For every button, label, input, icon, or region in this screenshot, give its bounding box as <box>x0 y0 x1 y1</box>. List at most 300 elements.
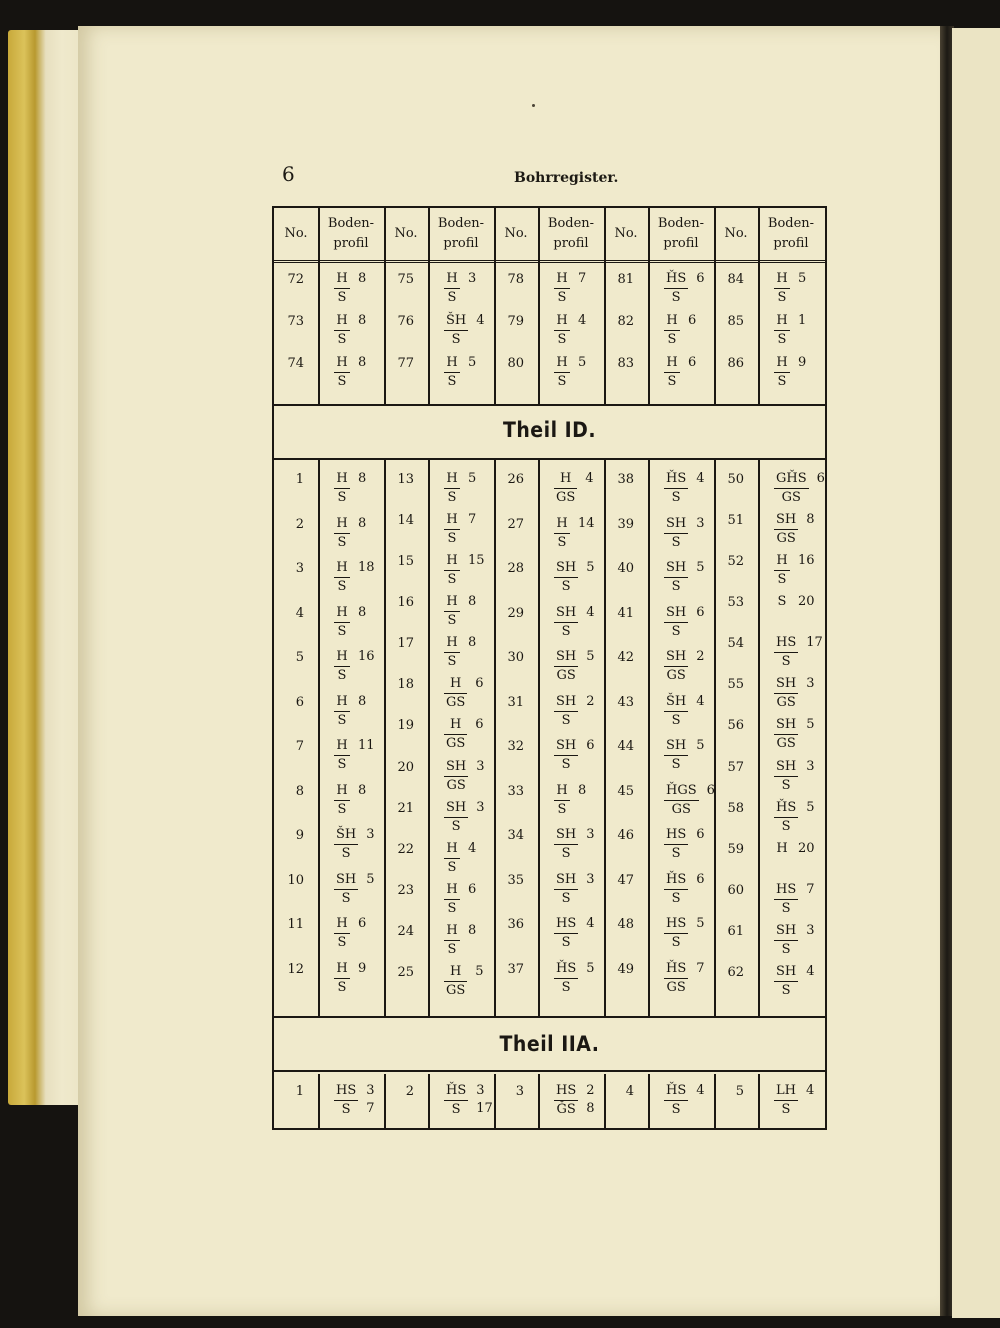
number-divider <box>648 460 650 1016</box>
profile-fraction <box>664 648 688 685</box>
profile-depth-upper: 4 <box>476 313 485 328</box>
profile-depth <box>806 716 814 734</box>
bore-number: 1 <box>295 1084 304 1099</box>
column-divider <box>384 208 386 404</box>
profile-upper-layer: ȞS <box>664 871 688 890</box>
profile-depth-upper: 5 <box>578 355 587 370</box>
profile-upper-layer: ŠH <box>444 312 468 331</box>
bore-number: 78 <box>507 272 524 287</box>
profile-lower-layer: S <box>451 818 461 834</box>
profile-fraction <box>774 593 790 611</box>
profile-depth <box>358 960 366 978</box>
profile-depth <box>468 354 476 372</box>
profile-depth <box>696 737 704 755</box>
bore-number: 21 <box>397 800 414 816</box>
profile-depth-upper: 6 <box>475 676 484 692</box>
profile-fraction <box>334 470 350 507</box>
profile-fraction <box>554 737 578 774</box>
profile-depth <box>366 871 374 889</box>
profile-fraction <box>774 881 798 918</box>
header-profile <box>318 208 384 260</box>
profile-upper-layer: HS <box>774 881 798 900</box>
profile-depth-upper: 8 <box>358 604 367 620</box>
bore-number: 16 <box>397 595 414 611</box>
bore-number: 4 <box>295 605 304 621</box>
profile-depth-upper: 6 <box>816 471 825 486</box>
profile-fraction <box>774 716 798 753</box>
profile-lower-layer: S <box>561 712 571 728</box>
profile-lower-layer: S <box>781 777 791 793</box>
bore-number: 6 <box>295 694 304 710</box>
profile-upper-layer: H <box>444 922 460 941</box>
profile-depth-upper: 6 <box>696 827 705 842</box>
profile-lower-layer: S <box>557 374 567 389</box>
soil-profile <box>444 922 476 959</box>
profile-upper-layer: HS <box>774 634 798 653</box>
soil-profile <box>444 312 485 349</box>
bore-number: 43 <box>617 694 634 710</box>
profile-depth <box>696 826 704 844</box>
profile-fraction <box>664 354 680 391</box>
profile-lower-layer: GS <box>556 490 576 505</box>
profile-fraction <box>444 922 460 959</box>
profile-lower-layer: GS <box>666 668 686 683</box>
soil-profile <box>664 737 705 774</box>
profile-lower-layer: S <box>337 979 347 995</box>
profile-lower-layer: S <box>671 846 681 861</box>
profile-upper-layer: H <box>334 312 350 331</box>
profile-depth-upper: 5 <box>366 871 375 887</box>
profile-upper-layer: H <box>554 515 570 534</box>
profile-depth-upper: 4 <box>805 1083 815 1098</box>
profile-fraction <box>664 604 688 641</box>
profile-upper-layer: ȞS <box>664 470 688 489</box>
soil-profile <box>664 1082 705 1119</box>
profile-depth <box>475 675 483 693</box>
profile-upper-layer: H <box>334 915 350 934</box>
profile-depth <box>475 716 483 734</box>
number-divider <box>648 1074 650 1128</box>
soil-profile <box>774 470 825 507</box>
profile-depth-upper: 20 <box>798 594 815 610</box>
header-profile-line1: Boden- <box>547 216 595 231</box>
soil-profile <box>444 840 476 877</box>
bore-number: 5 <box>295 650 304 665</box>
bore-number: 30 <box>507 650 524 665</box>
header-no: No. <box>504 226 528 241</box>
bore-number: 81 <box>617 272 634 287</box>
bore-number: 9 <box>295 828 304 843</box>
profile-depth <box>468 470 476 488</box>
profile-fraction <box>444 552 460 589</box>
profile-depth <box>476 312 484 330</box>
profile-lower-layer: S <box>561 579 571 594</box>
soil-profile <box>444 716 484 753</box>
soil-profile <box>554 648 595 685</box>
bore-number: 38 <box>617 472 634 487</box>
bore-number: 84 <box>727 272 744 287</box>
number-divider <box>318 1074 320 1128</box>
profile-depth-upper: 5 <box>806 799 815 815</box>
profile-lower-layer: S <box>337 332 347 347</box>
profile-depth-upper: 4 <box>586 916 595 931</box>
profile-fraction <box>444 1082 468 1119</box>
profile-depth-upper: 11 <box>358 738 375 753</box>
soil-profile <box>334 354 366 391</box>
profile-fraction <box>664 1082 688 1119</box>
profile-depth <box>798 270 806 288</box>
profile-upper-layer: SH <box>554 871 578 890</box>
profile-lower-layer: S <box>447 374 457 389</box>
profile-depth-upper: 6 <box>688 355 697 370</box>
soil-profile <box>664 871 705 908</box>
profile-depth-upper: 3 <box>366 1083 375 1098</box>
soil-profile <box>774 840 815 858</box>
header-no: No. <box>614 226 638 241</box>
profile-upper-layer: LH <box>774 1082 798 1101</box>
header-no: No. <box>394 226 418 241</box>
profile-lower-layer: S <box>337 374 347 389</box>
profile-depth-upper: 3 <box>468 271 477 286</box>
soil-profile <box>554 1082 595 1119</box>
profile-depth <box>468 922 476 940</box>
profile-fraction <box>664 559 688 596</box>
bore-number: 41 <box>617 605 634 621</box>
profile-depth-upper: 8 <box>468 922 477 938</box>
profile-depth <box>358 915 366 933</box>
profile-lower-layer: S <box>777 374 787 389</box>
profile-fraction <box>444 470 460 507</box>
profile-lower-layer: ǦS <box>556 1102 576 1117</box>
profile-depth-upper: 7 <box>468 512 477 528</box>
column-divider <box>494 208 496 404</box>
profile-depth-upper: 6 <box>586 738 595 753</box>
profile-fraction <box>444 312 468 349</box>
profile-fraction <box>554 1082 578 1119</box>
profile-upper-layer: H <box>334 960 350 979</box>
profile-lower-layer: S <box>781 982 791 998</box>
profile-depth <box>798 312 806 330</box>
profile-lower-layer: GS <box>776 736 796 752</box>
profile-depth-upper: 8 <box>358 313 367 328</box>
number-divider <box>428 460 430 1016</box>
profile-depth-upper: 5 <box>475 963 484 979</box>
profile-upper-layer: H <box>774 312 790 331</box>
profile-depth <box>586 826 594 844</box>
profile-upper-layer: HS <box>334 1082 358 1101</box>
profile-depth-upper: 9 <box>358 960 367 976</box>
soil-profile <box>444 1082 493 1119</box>
profile-upper-layer: H <box>444 634 460 653</box>
profile-depth <box>468 593 476 611</box>
profile-fraction <box>334 1082 358 1119</box>
section-rule <box>274 458 825 460</box>
profile-depth-upper: 6 <box>358 916 367 931</box>
profile-depth-upper: 3 <box>806 922 815 938</box>
borehole-register-table <box>272 206 827 1130</box>
bore-number: 28 <box>507 561 524 576</box>
soil-profile <box>664 559 705 596</box>
profile-depth <box>468 881 476 899</box>
header-profile-line1: Boden- <box>437 216 485 231</box>
bore-number: 45 <box>617 783 634 799</box>
profile-depth-upper: 6 <box>696 271 705 286</box>
profile-depth-upper: 3 <box>586 871 595 887</box>
profile-upper-layer: H <box>554 782 570 801</box>
profile-depth <box>688 312 696 330</box>
profile-upper-layer: H <box>334 693 350 712</box>
number-divider <box>428 1074 430 1128</box>
profile-depth-upper: 18 <box>358 560 375 575</box>
profile-depth-upper: 3 <box>476 758 485 774</box>
column-divider <box>604 1074 606 1128</box>
bore-number: 22 <box>397 841 414 857</box>
profile-upper-layer: H <box>444 881 460 900</box>
profile-lower-layer: S <box>447 290 457 305</box>
profile-fraction <box>444 799 468 836</box>
profile-depth <box>806 922 814 940</box>
profile-depth <box>358 312 366 330</box>
profile-upper-layer: H <box>334 270 350 289</box>
profile-depth <box>696 470 704 488</box>
profile-upper-layer: SH <box>334 871 358 890</box>
soil-profile <box>774 593 815 611</box>
bore-number: 23 <box>397 882 414 898</box>
soil-profile <box>664 270 705 307</box>
profile-fraction <box>444 675 467 712</box>
soil-profile <box>444 270 476 307</box>
number-divider <box>758 208 760 404</box>
soil-profile <box>774 270 806 307</box>
soil-profile <box>444 470 476 507</box>
profile-depth-upper: 8 <box>806 512 815 528</box>
soil-profile <box>334 782 366 819</box>
profile-depth <box>468 634 476 652</box>
profile-fraction <box>664 960 688 997</box>
profile-upper-layer: SH <box>444 799 468 818</box>
profile-fraction <box>554 559 578 596</box>
profile-upper-layer: SH <box>774 675 798 694</box>
soil-profile <box>444 593 476 630</box>
profile-fraction <box>774 922 798 959</box>
profile-depth-upper: 2 <box>586 1083 595 1098</box>
profile-fraction <box>664 915 688 952</box>
profile-depth <box>586 1082 594 1118</box>
profile-fraction <box>774 270 790 307</box>
profile-lower-layer: GS <box>781 490 801 505</box>
profile-depth <box>806 881 814 899</box>
profile-lower-layer: S <box>781 900 791 916</box>
profile-fraction <box>554 515 570 552</box>
profile-fraction <box>664 782 699 819</box>
bore-number: 40 <box>617 561 634 576</box>
bore-number: 75 <box>397 272 414 287</box>
profile-depth-upper: 8 <box>578 782 587 798</box>
header-no: No. <box>724 226 748 241</box>
profile-layer: H <box>776 840 788 856</box>
profile-lower-layer: S <box>667 374 677 389</box>
bore-number: 7 <box>295 739 304 754</box>
profile-upper-layer: SH <box>554 559 578 578</box>
profile-depth-upper: 3 <box>586 827 595 842</box>
bore-number: 50 <box>727 472 744 487</box>
profile-depth-upper: 8 <box>358 515 367 531</box>
profile-lower-layer: S <box>781 941 791 957</box>
bore-number: 85 <box>727 314 744 329</box>
profile-fraction <box>334 960 350 997</box>
bore-number: 83 <box>617 356 634 371</box>
bore-number: 60 <box>727 882 744 898</box>
profile-lower-layer: GS <box>556 668 576 683</box>
profile-depth <box>806 758 814 776</box>
soil-profile <box>334 826 375 863</box>
column-divider <box>714 460 716 1016</box>
soil-profile <box>664 826 705 863</box>
profile-lower-layer: GS <box>446 736 466 752</box>
profile-lower-layer: S <box>557 332 567 347</box>
bore-number: 1 <box>295 472 304 487</box>
profile-lower-layer: GS <box>666 979 686 995</box>
soil-profile <box>664 782 715 819</box>
header-profile-line2: profil <box>443 236 479 251</box>
profile-upper-layer: H <box>554 270 570 289</box>
profile-upper-layer: H <box>334 604 350 623</box>
profile-depth-lower: 17 <box>476 1101 493 1116</box>
profile-fraction <box>554 871 578 908</box>
bore-number: 11 <box>287 917 304 932</box>
profile-fraction <box>334 648 350 685</box>
facing-page-edge <box>952 28 1000 1318</box>
profile-upper-layer: H <box>334 559 350 578</box>
profile-depth <box>366 1082 374 1118</box>
profile-fraction <box>444 840 460 877</box>
profile-depth-upper: 7 <box>806 881 815 897</box>
profile-depth-upper: 2 <box>696 649 705 664</box>
profile-depth-upper: 6 <box>706 782 715 798</box>
bore-number: 62 <box>727 964 744 980</box>
profile-lower-layer: S <box>671 935 681 950</box>
bore-number: 15 <box>397 554 414 570</box>
bore-number: 74 <box>287 356 304 371</box>
profile-upper-layer: SH <box>774 716 798 735</box>
profile-fraction <box>334 782 350 819</box>
profile-depth <box>586 693 594 711</box>
number-divider <box>318 208 320 404</box>
profile-upper-layer: SH <box>774 922 798 941</box>
profile-upper-layer: H <box>334 737 350 756</box>
profile-depth <box>468 840 476 858</box>
profile-depth <box>358 604 366 622</box>
bore-number: 3 <box>295 561 304 576</box>
profile-depth-upper: 8 <box>358 271 367 286</box>
profile-fraction <box>334 915 350 952</box>
profile-depth <box>696 871 704 889</box>
profile-lower-layer: S <box>341 890 351 906</box>
profile-depth <box>476 799 484 817</box>
profile-lower-layer: GS <box>671 801 691 817</box>
profile-depth <box>586 737 594 755</box>
column-divider <box>494 460 496 1016</box>
profile-upper-layer: H <box>444 963 467 982</box>
profile-lower-layer: S <box>777 290 787 305</box>
soil-profile <box>554 604 595 641</box>
profile-fraction <box>774 675 798 712</box>
profile-fraction <box>334 737 350 774</box>
profile-upper-layer: ȞS <box>664 960 688 979</box>
profile-fraction <box>664 693 688 730</box>
bore-number: 46 <box>617 828 634 843</box>
profile-lower-layer: S <box>337 534 347 550</box>
profile-depth <box>468 270 476 288</box>
profile-lower-layer: S <box>671 534 681 550</box>
profile-depth-upper: 5 <box>696 738 705 753</box>
profile-lower-layer: S <box>671 1102 681 1117</box>
bore-number: 58 <box>727 800 744 816</box>
profile-fraction <box>774 511 798 548</box>
profile-depth <box>366 826 374 844</box>
soil-profile <box>774 922 815 959</box>
profile-lower-layer: S <box>447 490 457 505</box>
profile-upper-layer: H <box>444 552 460 571</box>
soil-profile <box>664 354 696 391</box>
profile-fraction <box>554 354 570 391</box>
profile-lower-layer: S <box>451 1102 461 1117</box>
profile-lower-layer: S <box>337 935 347 950</box>
profile-lower-layer: S <box>337 668 347 683</box>
header-profile-line1: Boden- <box>767 216 815 231</box>
profile-depth <box>358 515 366 533</box>
profile-fraction <box>664 737 688 774</box>
bore-number: 57 <box>727 759 744 775</box>
page-number: 6 <box>282 162 295 186</box>
profile-fraction <box>444 634 460 671</box>
profile-depth <box>696 270 704 288</box>
soil-profile <box>444 511 476 548</box>
profile-lower-layer: S <box>671 490 681 505</box>
number-divider <box>758 1074 760 1128</box>
profile-fraction <box>774 1082 798 1119</box>
bore-number: 4 <box>625 1084 634 1099</box>
profile-depth <box>578 515 595 533</box>
profile-lower-layer: S <box>671 290 681 305</box>
profile-fraction <box>334 515 350 552</box>
soil-profile <box>444 675 484 712</box>
profile-upper-layer: H <box>444 270 460 289</box>
bore-number: 26 <box>507 472 524 487</box>
soil-profile <box>774 354 806 391</box>
profile-fraction <box>554 782 570 819</box>
profile-fraction <box>334 270 350 307</box>
profile-fraction <box>774 354 790 391</box>
profile-depth-upper: 3 <box>806 758 815 774</box>
profile-upper-layer: H <box>774 354 790 373</box>
soil-profile <box>774 881 815 918</box>
profile-depth-upper: 5 <box>586 960 595 976</box>
profile-depth-upper: 5 <box>806 717 815 733</box>
soil-profile <box>444 963 484 1000</box>
soil-profile <box>334 470 366 507</box>
profile-upper-layer: H <box>334 648 350 667</box>
profile-depth-upper: 7 <box>696 960 705 976</box>
profile-depth-upper: 6 <box>696 604 705 620</box>
profile-fraction <box>444 758 468 795</box>
soil-profile <box>444 354 476 391</box>
profile-upper-layer: SH <box>554 604 578 623</box>
profile-lower-layer: S <box>561 623 571 639</box>
profile-depth <box>696 648 704 666</box>
soil-profile <box>334 693 366 730</box>
bore-number: 13 <box>397 472 414 487</box>
